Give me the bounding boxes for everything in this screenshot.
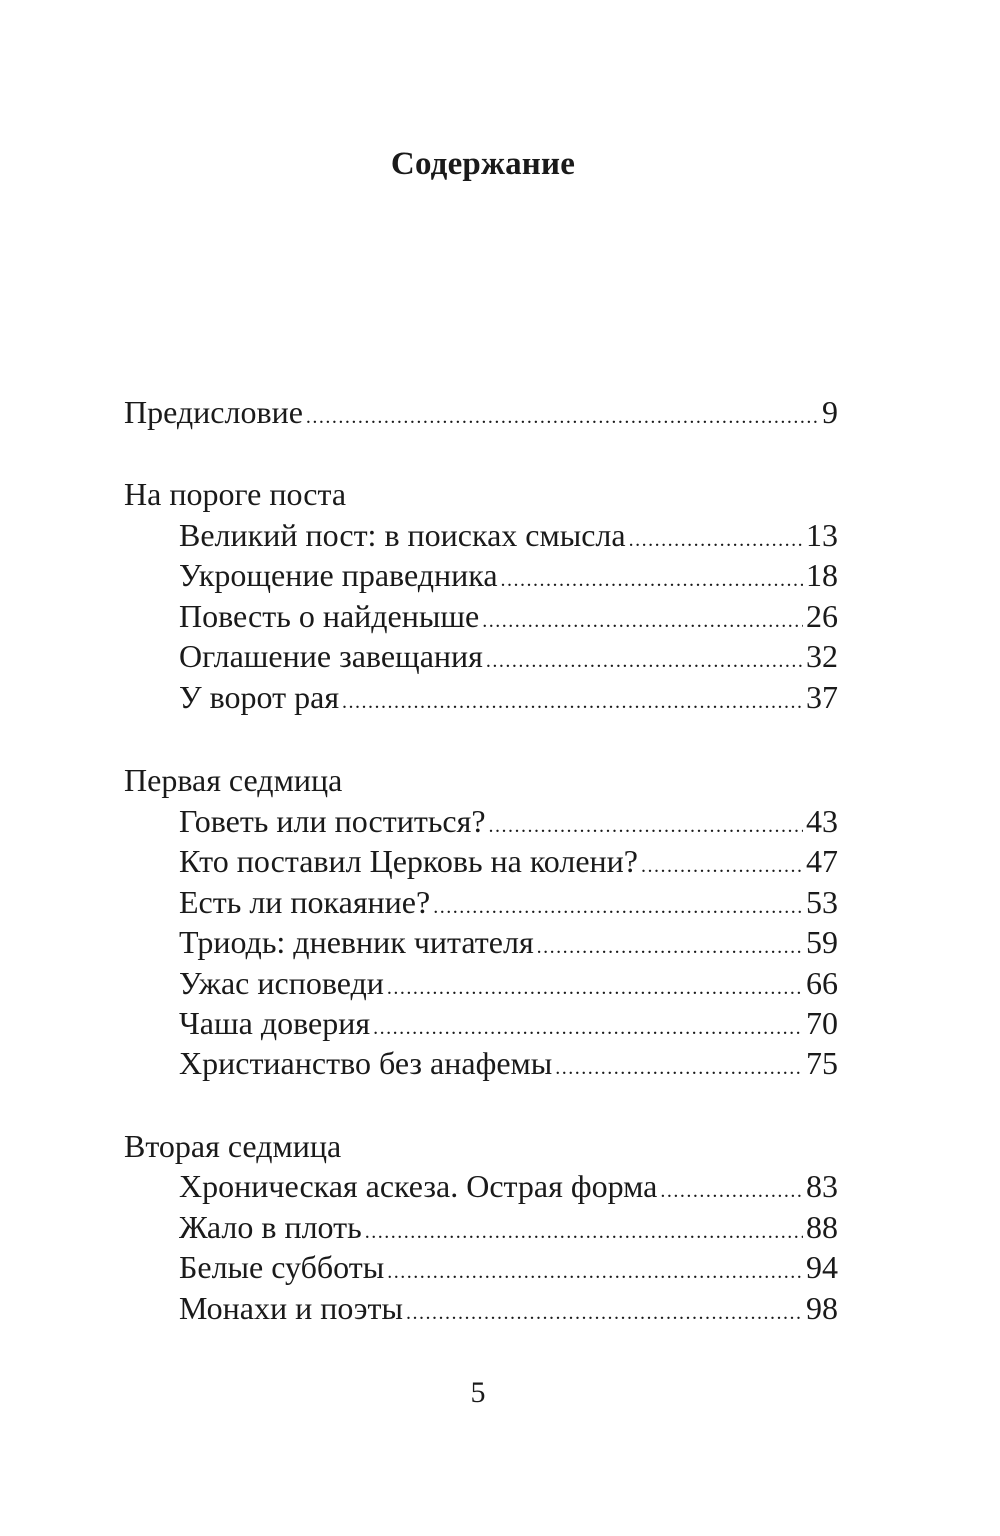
- toc-entry-page: 13: [806, 517, 838, 553]
- toc-entry-page: 70: [806, 1005, 838, 1041]
- leader-dots: [406, 1293, 803, 1333]
- leader-dots: [501, 560, 803, 600]
- toc-entry-title: У ворот рая: [179, 679, 340, 715]
- toc-entry-title: Жало в плоть: [179, 1209, 362, 1245]
- toc-entry[interactable]: [179, 1288, 838, 1333]
- toc-entry-title: Говеть или поститься?: [179, 803, 486, 839]
- toc-entry-page: 43: [806, 803, 838, 839]
- toc-entry-title: Есть ли покаяние?: [179, 884, 431, 920]
- toc-entry[interactable]: [179, 1003, 838, 1048]
- leader-dots: [486, 641, 803, 681]
- leader-dots: [387, 1252, 803, 1292]
- toc-entry[interactable]: [179, 922, 838, 967]
- section-heading: Вторая седмица: [124, 1128, 342, 1164]
- toc-entry-title: Укрощение праведника: [179, 557, 498, 593]
- toc-entry[interactable]: [179, 1207, 838, 1252]
- toc-entry-page: 83: [806, 1168, 838, 1204]
- toc-entry[interactable]: [179, 882, 838, 927]
- toc-entry-page: 26: [806, 598, 838, 634]
- toc-entry-title: Предисловие: [124, 394, 303, 430]
- toc-entry-title: Хроническая аскеза. Острая форма: [179, 1168, 658, 1204]
- leader-dots: [641, 846, 803, 886]
- toc-entry-title: Ужас исповеди: [179, 965, 384, 1001]
- toc-entry-page: 32: [806, 638, 838, 674]
- leader-dots: [537, 927, 803, 967]
- section-heading: На пороге поста: [124, 476, 347, 512]
- toc-entry[interactable]: [179, 1043, 838, 1088]
- page-title: Содержание: [390, 146, 576, 182]
- toc-entry-title: Христианство без анафемы: [179, 1045, 553, 1081]
- toc-entry-preface[interactable]: [124, 392, 838, 437]
- toc-entry[interactable]: [179, 801, 838, 846]
- leader-dots: [482, 601, 803, 641]
- toc-entry-title: Кто поставил Церковь на колени?: [179, 843, 638, 879]
- toc-entry[interactable]: [179, 677, 838, 722]
- toc-entry[interactable]: [179, 596, 838, 641]
- toc-entry-page: 59: [806, 924, 838, 960]
- toc-entry-page: 98: [806, 1290, 838, 1326]
- toc-entry-page: 66: [806, 965, 838, 1001]
- toc-entry-page: 75: [806, 1045, 838, 1081]
- leader-dots: [373, 1008, 803, 1048]
- toc-entry-page: 18: [806, 557, 838, 593]
- leader-dots: [489, 806, 803, 846]
- leader-dots: [387, 968, 803, 1008]
- toc-entry[interactable]: [179, 636, 838, 681]
- toc-entry[interactable]: [179, 555, 838, 600]
- toc-entry-title: Повесть о найденыше: [179, 598, 480, 634]
- leader-dots: [433, 887, 803, 927]
- leader-dots: [555, 1048, 803, 1088]
- section-heading: Первая седмица: [124, 762, 343, 798]
- toc-entry-page: 88: [806, 1209, 838, 1245]
- toc-entry-page: 37: [806, 679, 838, 715]
- toc-entry[interactable]: [179, 1166, 838, 1211]
- toc-entry[interactable]: [179, 963, 838, 1008]
- leader-dots: [629, 520, 803, 560]
- toc-entry-title: Белые субботы: [179, 1249, 385, 1285]
- leader-dots: [306, 397, 819, 437]
- toc-entry-title: Чаша доверия: [179, 1005, 371, 1041]
- toc-entry-title: Великий пост: в поисках смысла: [179, 517, 626, 553]
- toc-entry-title: Оглашение завещания: [179, 638, 483, 674]
- toc-entry-title: Монахи и поэты: [179, 1290, 403, 1326]
- leader-dots: [365, 1212, 803, 1252]
- toc-entry-title: Триодь: дневник читателя: [179, 924, 534, 960]
- toc-entry[interactable]: [179, 1247, 838, 1292]
- toc-entry[interactable]: [179, 515, 838, 560]
- toc-entry-page: 9: [822, 394, 838, 430]
- leader-dots: [660, 1171, 803, 1211]
- toc-entry-page: 53: [806, 884, 838, 920]
- toc-entry-page: 94: [806, 1249, 838, 1285]
- toc-entry-page: 47: [806, 843, 838, 879]
- page-number: 5: [470, 1376, 486, 1409]
- toc-entry[interactable]: [179, 841, 838, 886]
- leader-dots: [342, 682, 803, 722]
